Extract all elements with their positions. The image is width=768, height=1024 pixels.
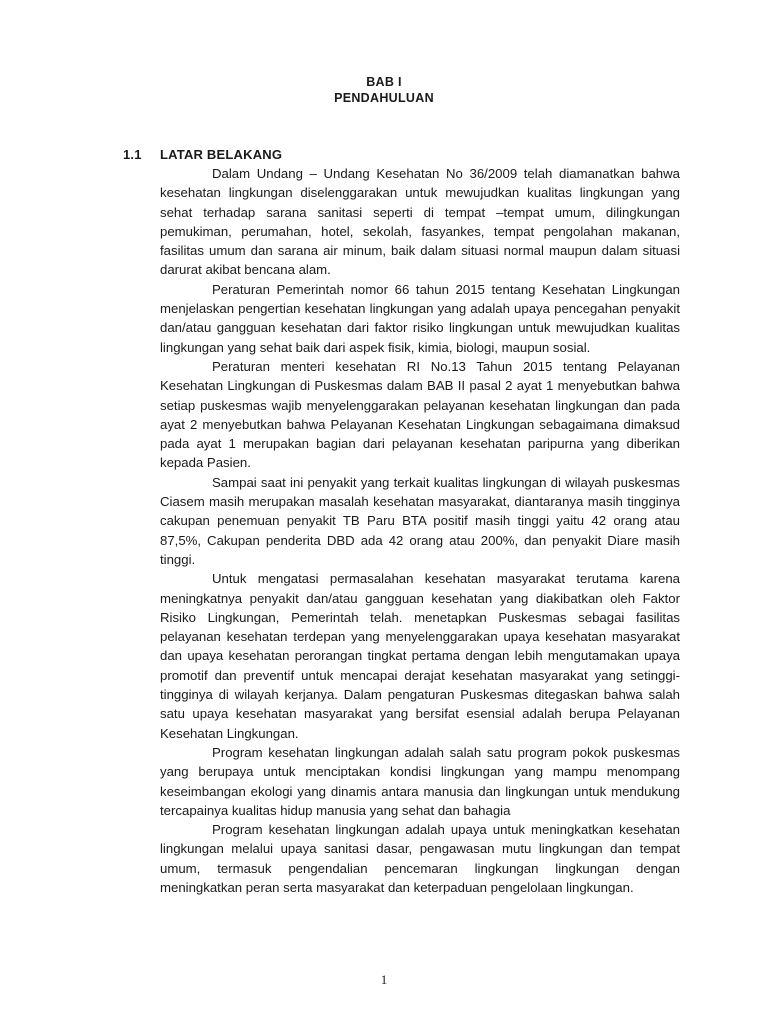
paragraph: Sampai saat ini penyakit yang terkait kualitas lingkungan di wilayah puskesmas Ciasem masih merupakan masalah kesehatan masyarakat, diantaranya masih tingginya cakupan penemuan penyakit TB Paru BTA positif masih tinggi yaitu 42 orang atau 87,5%, Cakupan penderita DBD ada 42 orang atau 200%, dan penyakit Diare masih tinggi.	[160, 474, 680, 567]
section-number: 1.1	[123, 147, 142, 162]
paragraph: Untuk mengatasi permasalahan kesehatan masyarakat terutama karena meningkatnya penyakit dan/atau gangguan kesehatan yang diakibatkan oleh Faktor Risiko Lingkungan, Pemerintah telah. menetapkan Puskesmas sebagai fasilitas pelayanan kesehatan terdepan yang menyelenggarakan upaya kesehatan masyarakat dan upaya kesehatan perorangan tingkat pertama dengan lebih mengutamakan upaya promotif dan preventif untuk mencapai derajat kesehatan masyarakat yang setinggi-tingginya di wilayah kerjanya. Dalam pengaturan Puskesmas ditegaskan bahwa salah satu upaya kesehatan masyarakat yang bersifat esensial adalah berupa Pelayanan Kesehatan Lingkungan.	[160, 571, 680, 741]
section-title: LATAR BELAKANG	[160, 147, 283, 162]
paragraph: Program kesehatan lingkungan adalah upaya untuk meningkatkan kesehatan lingkungan melalui upaya sanitasi dasar, pengawasan mutu lingkungan dan tempat umum, termasuk pengendalian pencemaran lingkungan lingkungan dengan meningkatkan peran serta masyarakat dan keterpaduan pengelolaan lingkungan.	[160, 822, 680, 895]
page-number: 1	[380, 972, 388, 987]
paragraph: Peraturan menteri kesehatan RI No.13 Tahun 2015 tentang Pelayanan Kesehatan Lingkungan di Puskesmas dalam BAB II pasal 2 ayat 1 menyebutkan bahwa setiap puskesmas wajib menyelenggarakan pelayanan kesehatan lingkungan dan pada ayat 2 menyebutkan bahwa Pelayanan Kesehatan Lingkungan sebagaimana dimaksud pada ayat 1 merupakan bagian dari pelayanan kesehatan paripurna yang diberikan kepada Pasien.	[160, 358, 680, 471]
section-heading	[123, 147, 282, 162]
chapter-title: PENDAHULUAN	[334, 91, 434, 105]
paragraph: Dalam Undang – Undang Kesehatan No 36/2009 telah diamanatkan bahwa kesehatan lingkungan diselenggarakan untuk mewujudkan kualitas lingkungan yang sehat terhadap sarana sanitasi seperti di tempat –tempat umum, dilingkungan pemukiman, perumahan, hotel, sekolah, fasyankes, tempat pengolahan makanan, fasilitas umum dan sarana air minum, baik dalam situasi normal maupun dalam situasi darurat akibat bencana alam.	[160, 166, 680, 278]
paragraph: Peraturan Pemerintah nomor 66 tahun 2015 tentang Kesehatan Lingkungan menjelaskan pengertian kesehatan lingkungan yang adalah upaya pencegahan penyakit dan/atau gangguan kesehatan dari faktor risiko lingkungan untuk mewujudkan kualitas lingkungan yang sehat baik dari aspek fisik, kimia, biologi, maupun sosial.	[160, 281, 680, 355]
paragraph: Program kesehatan lingkungan adalah salah satu program pokok puskesmas yang berupaya untuk menciptakan kondisi lingkungan yang mampu menompang keseimbangan ekologi yang dinamis antara manusia dan lingkungan untuk mendukung tercapainya kualitas hidup manusia yang sehat dan bahagia	[160, 744, 680, 818]
body-text	[160, 164, 680, 897]
chapter-number: BAB I	[366, 75, 402, 89]
